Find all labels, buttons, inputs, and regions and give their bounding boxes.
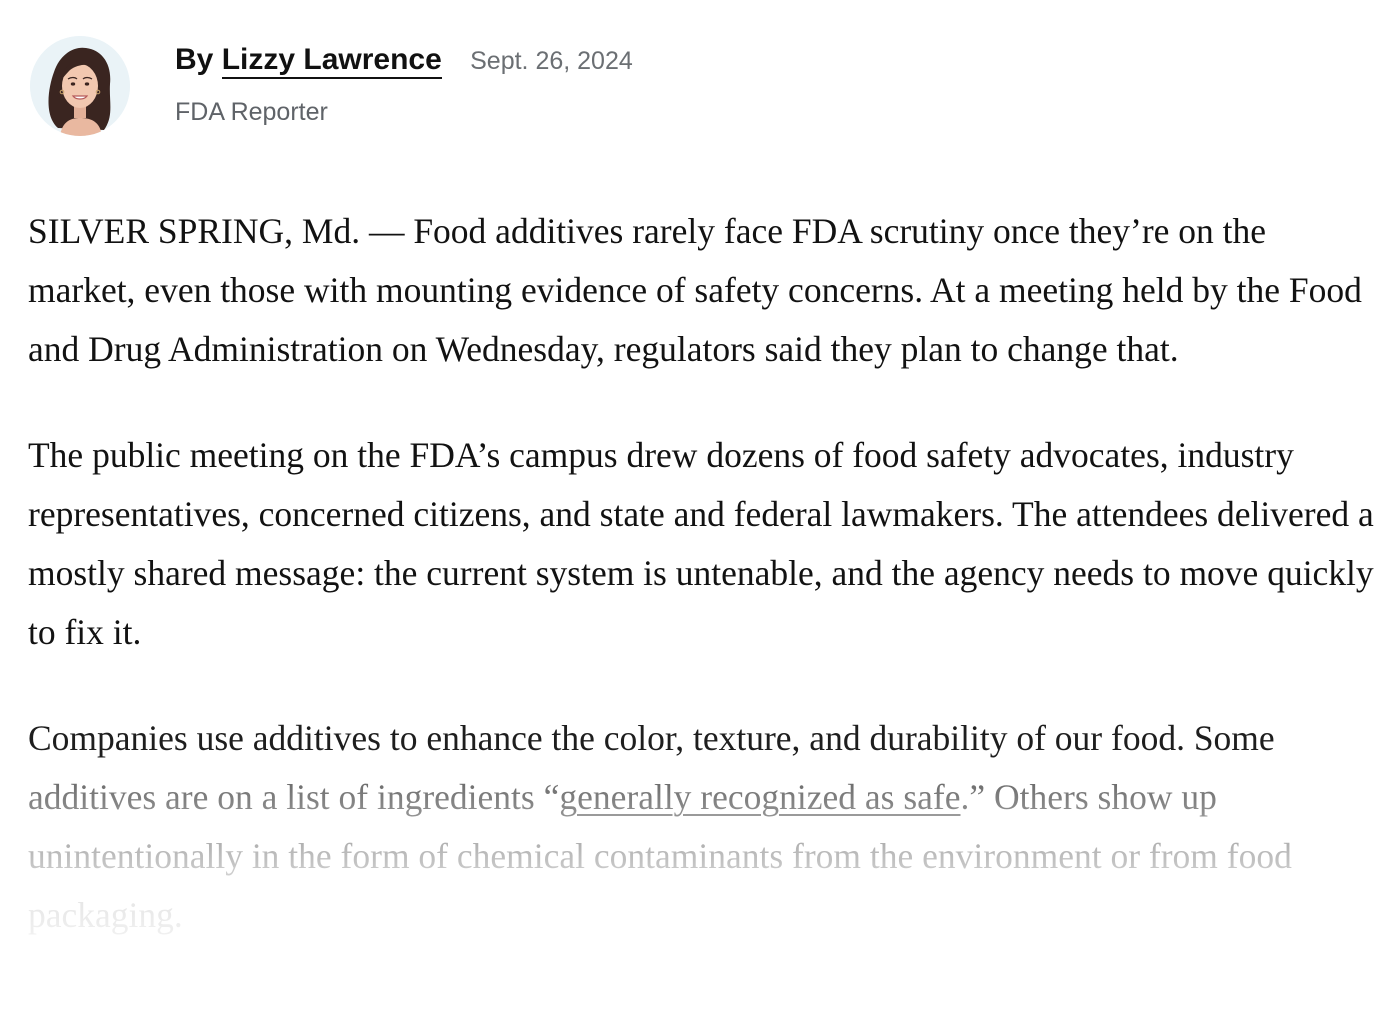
author-line: [175, 38, 633, 83]
paragraph-text: Companies use additives to enhance the color, texture, and durability of our food. Some additives are on a list of ingredients “: [28, 718, 1275, 817]
publish-date: Sept. 26, 2024: [470, 47, 633, 75]
article-paragraph-faded: [28, 709, 1378, 945]
article-body: [28, 202, 1378, 945]
paragraph-text: .” Others show up unintentionally in the form of chemical contaminants from the environment or from food packaging.: [28, 777, 1292, 935]
article-paragraph: SILVER SPRING, Md. — Food additives rarely face FDA scrutiny once they’re on the market, even those with mounting evidence of safety concerns. At a meeting held by the Food and Drug Administration on Wednesday, regulators said they plan to change that.: [28, 211, 1362, 369]
article-paragraph: The public meeting on the FDA’s campus drew dozens of food safety advocates, industry representatives, concerned citizens, and state and federal lawmakers. The attendees delivered a mostly shared message: the current system is untenable, and the agency needs to move quickly to fix it.: [28, 435, 1374, 652]
author-name-link[interactable]: Lizzy Lawrence: [222, 43, 442, 79]
author-avatar[interactable]: [30, 36, 130, 136]
author-role: FDA Reporter: [175, 98, 328, 126]
author-portrait-illustration: [30, 36, 130, 136]
byline-prefix: By: [175, 43, 214, 76]
generally-recognized-as-safe-link[interactable]: generally recognized as safe: [559, 777, 961, 817]
article-byline: [28, 34, 1368, 138]
